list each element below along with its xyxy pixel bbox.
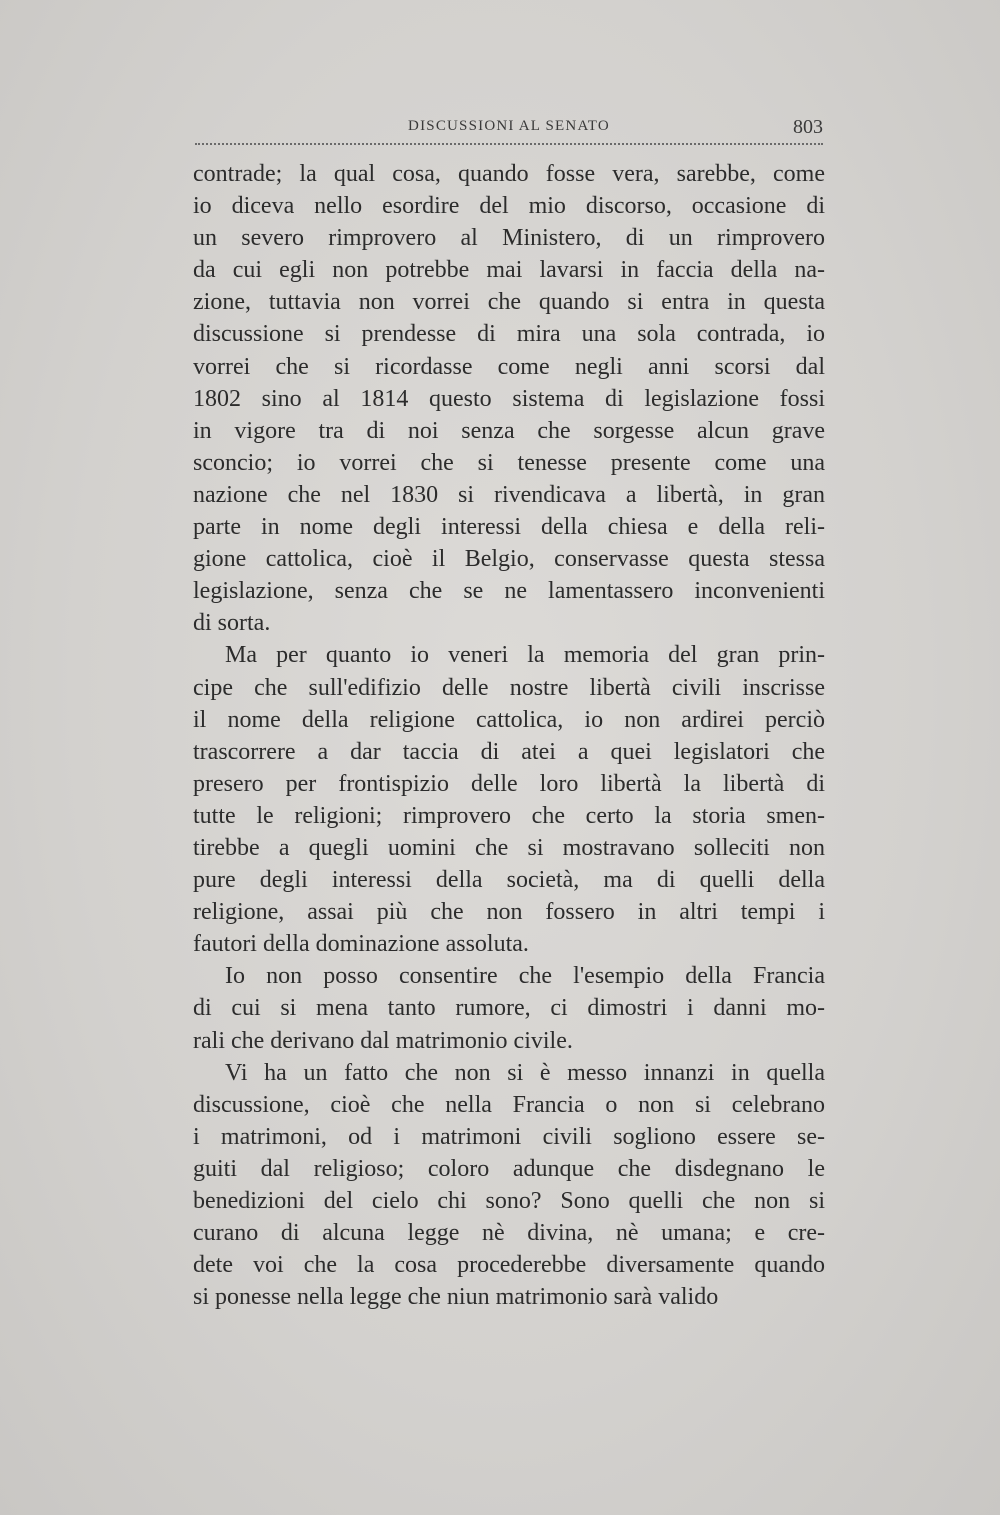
text-line: sconcio; io vorrei che si tenesse presente come una [193,449,825,476]
text-line: 1802 sino al 1814 questo sistema di legislazione fossi [193,385,825,412]
body-text [193,158,825,1313]
text-line: legislazione, senza che se ne lamentassero inconvenienti [193,578,825,605]
paragraph [193,639,825,960]
text-line: pure degli interessi della società, ma di quelli della [193,867,825,894]
text-line: i matrimoni, od i matrimoni civili sogliono essere se- [193,1123,825,1150]
page-number: 803 [793,116,823,138]
text-line: fautori della dominazione assoluta. [193,931,529,958]
text-line: Io non posso consentire che l'esempio della Francia [225,963,825,990]
text-line: guiti dal religioso; coloro adunque che disdegnano le [193,1155,825,1182]
text-line: curano di alcuna legge nè divina, nè umana; e cre- [193,1220,825,1247]
header-rule [195,143,823,145]
paragraph [193,960,825,1056]
text-line: da cui egli non potrebbe mai lavarsi in faccia della na- [193,257,825,284]
text-line: in vigore tra di noi senza che sorgesse alcun grave [193,417,825,444]
text-line: discussione, cioè che nella Francia o non si celebrano [193,1091,825,1118]
text-line: cipe che sull'edifizio delle nostre libertà civili inscrisse [193,674,825,701]
paragraph [193,158,825,639]
text-line: io diceva nello esordire del mio discorso, occasione di [193,193,825,220]
text-line: rali che derivano dal matrimonio civile. [193,1027,573,1054]
running-head [195,116,823,140]
text-line: un severo rimprovero al Ministero, di un rimprovero [193,225,825,252]
text-line: trascorrere a dar taccia di atei a quei legislatori che [193,738,825,765]
text-line: tirebbe a quegli uomini che si mostravano solleciti non [193,834,825,861]
text-line: tutte le religioni; rimprovero che certo la storia smen- [193,802,825,829]
text-line: presero per frontispizio delle loro libertà la libertà di [193,770,825,797]
text-line: benedizioni del cielo chi sono? Sono quelli che non si [193,1188,825,1214]
text-line: di sorta. [193,610,271,637]
text-line: Vi ha un fatto che non si è messo innanzi in quella [225,1059,825,1086]
text-line: gione cattolica, cioè il Belgio, conservasse questa stessa [193,546,825,573]
text-line: nazione che nel 1830 si rivendicava a libertà, in gran [193,481,825,508]
text-line: Ma per quanto io veneri la memoria del gran prin- [225,642,825,669]
running-title: DISCUSSIONI AL SENATO [408,118,610,134]
text-line: discussione si prendesse di mira una sola contrada, io [193,321,825,348]
text-line: zione, tuttavia non vorrei che quando si entra in questa [193,289,825,316]
text-line: di cui si mena tanto rumore, ci dimostri i danni mo- [193,995,825,1022]
paragraph [193,1057,825,1314]
text-line: dete voi che la cosa procederebbe diversamente quando [193,1252,825,1279]
text-line: religione, assai più che non fossero in altri tempi i [193,899,825,926]
text-line: parte in nome degli interessi della chiesa e della reli- [193,514,825,541]
text-line: il nome della religione cattolica, io non ardirei perciò [193,706,825,733]
text-line: contrade; la qual cosa, quando fosse vera, sarebbe, come [193,161,825,187]
text-line: si ponesse nella legge che niun matrimonio sarà valido [193,1284,719,1311]
text-line: vorrei che si ricordasse come negli anni scorsi dal [193,353,825,380]
